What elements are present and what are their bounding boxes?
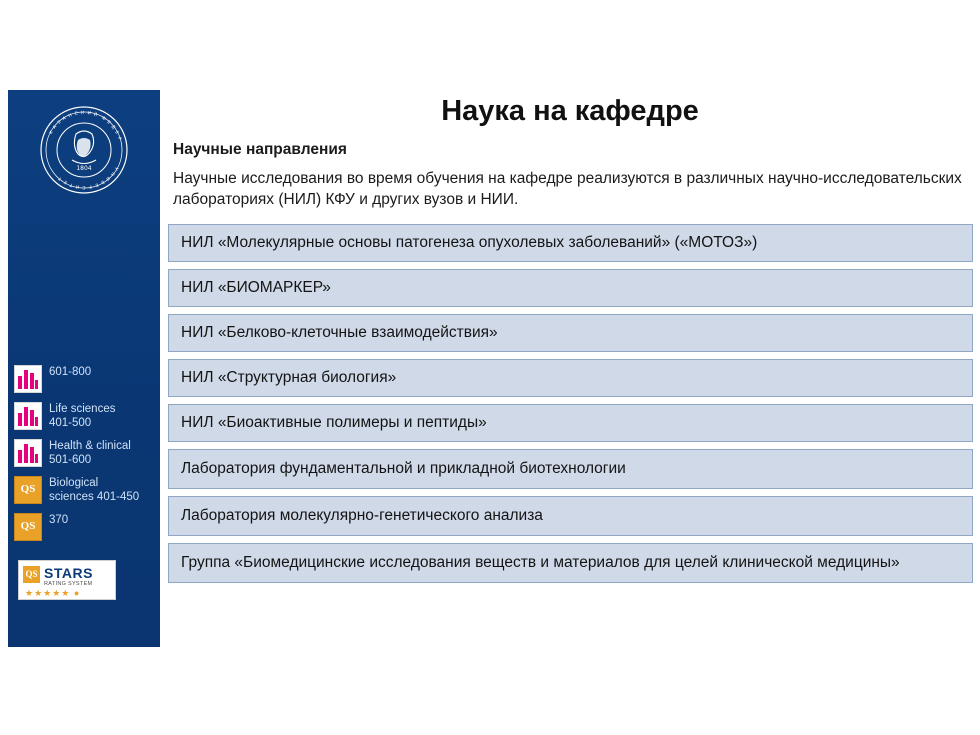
svg-text:У: У [112,165,119,171]
qs-stars-wordmark: STARS [44,565,93,581]
ranking-badge-row [14,476,160,504]
the-logo-icon [14,402,42,430]
svg-text:И: И [87,111,92,117]
svg-text:1804: 1804 [76,165,92,172]
list-item: Группа «Биомедицинские исследования веществ и материалов для целей клинической медицины» [168,543,973,583]
ranking-line-1: Biological [49,477,99,489]
stars-extra-dot: ● [73,588,81,598]
svg-text:Е: Е [113,130,120,136]
qs-stars-badge [18,560,116,600]
ranking-badge-text [49,402,115,430]
left-sidebar [8,90,160,647]
svg-text:Е: Е [63,178,69,185]
ranking-badge-text [49,476,139,504]
the-logo-icon [14,439,42,467]
ranking-badge-text [49,439,131,467]
svg-text:А: А [62,116,68,122]
svg-text:В: В [99,178,105,185]
ranking-line-1: Life sciences [49,403,116,415]
list-item: НИЛ «Структурная биология» [168,359,973,397]
ranking-line-1: Health & clinical [49,440,131,452]
svg-text:А: А [52,124,59,131]
qs-stars-subtitle: RATING SYSTEM [44,581,93,587]
svg-text:Е: Е [94,181,99,188]
svg-text:З: З [56,120,63,126]
list-item: Лаборатория молекулярно-генетического анализа [168,496,973,536]
kfu-seal-logo [38,104,130,196]
svg-text:Д: Д [109,124,116,131]
section-heading: Научные направления [173,141,347,158]
list-item: НИЛ «Биоактивные полимеры и пептиды» [168,404,973,442]
research-directions-list [168,224,973,590]
svg-text:Р: Р [88,183,93,189]
the-logo-icon [14,365,42,393]
list-item: НИЛ «Молекулярные основы патогенеза опухолевых заболеваний» («МОТОЗ») [168,224,973,262]
svg-text:Й: Й [92,112,98,119]
ranking-line-2: 401-500 [49,416,92,429]
stars-glyphs: ★★★★★ [25,588,71,598]
svg-text:Т: Т [57,175,64,181]
svg-text:К: К [48,130,55,136]
ranking-line-2: 501-600 [49,453,92,466]
svg-text:Ф: Ф [100,115,107,123]
svg-text:Е: Е [105,120,112,126]
qs-stars-rating [25,588,80,599]
list-item: НИЛ «Белково-клеточные взаимодействия» [168,314,973,352]
qs-logo-icon: QS [14,513,42,541]
svg-text:И: И [75,183,80,189]
ranking-line-1: 370 [49,514,69,526]
ranking-line-2: sciences 401-450 [49,490,140,503]
intro-paragraph: Научные исследования во время обучения на кафедре реализуются в различных научно-исследовательских лабораториях (НИЛ) КФУ и других вузов и НИИ. [173,170,962,208]
svg-text:С: С [74,111,79,118]
ranking-badge-text [49,513,68,528]
ranking-line-1: 601-800 [49,366,92,378]
ranking-badge-text [49,365,91,380]
kfu-seal-icon [38,104,130,196]
qs-logo-icon: QS [14,476,42,504]
qs-logo-icon: QS [23,566,40,583]
page-title: Наука на кафедре [441,95,699,127]
svg-text:Р: Р [115,136,122,141]
ranking-badge-row [14,365,160,393]
ranking-badge-row [14,439,160,467]
svg-text:С: С [82,184,86,189]
svg-text:К: К [81,110,85,117]
svg-text:Т: Т [69,181,74,188]
list-item: Лаборатория фундаментальной и прикладной биотехнологии [168,449,973,489]
ranking-badge-row [14,402,160,430]
ranking-badge-row [14,513,160,541]
svg-text:И: И [104,174,111,181]
ranking-badges [14,365,160,550]
svg-text:Н: Н [67,113,73,120]
svg-text:Н: Н [108,170,115,177]
list-item: НИЛ «БИОМАРКЕР» [168,269,973,307]
